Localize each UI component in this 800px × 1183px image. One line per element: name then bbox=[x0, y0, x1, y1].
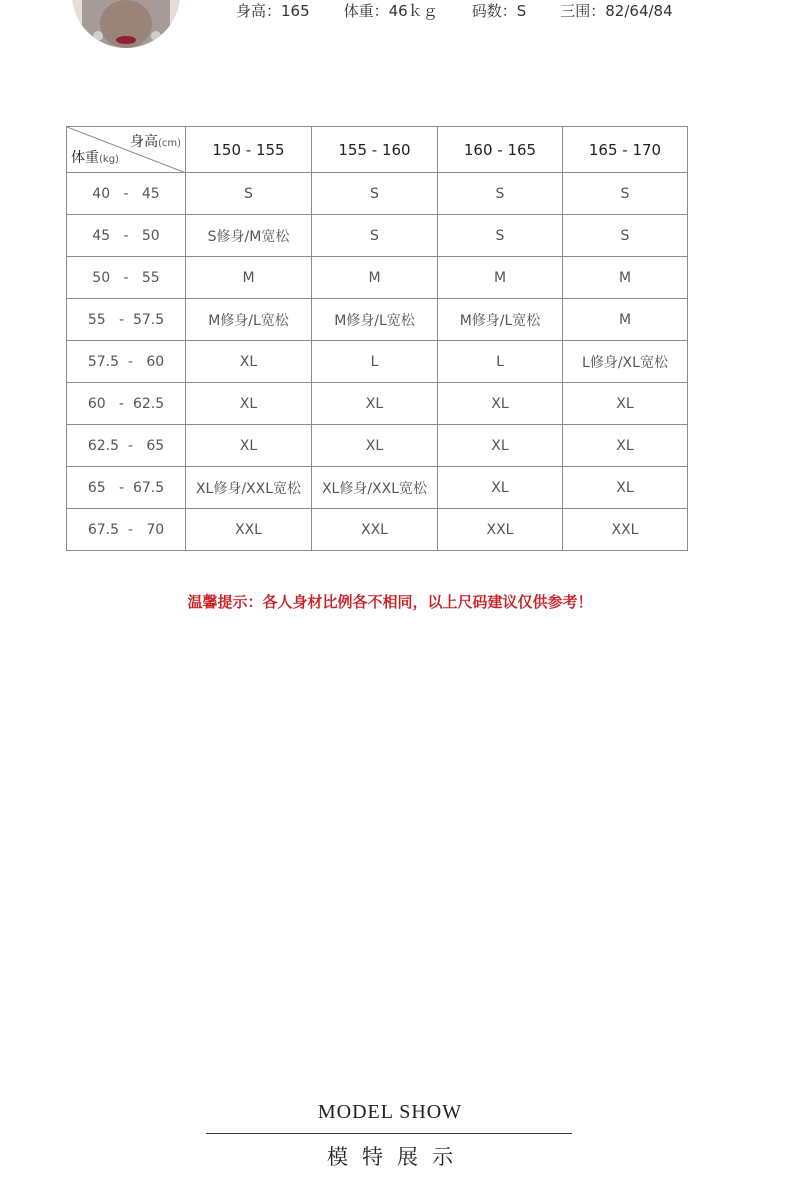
weight-range-cell: 65 - 67.5 bbox=[67, 467, 186, 509]
size-cell: XL bbox=[186, 425, 312, 467]
table-row bbox=[67, 425, 688, 467]
size-cell: XXL bbox=[563, 509, 688, 551]
size-cell: L修身/XL宽松 bbox=[563, 341, 688, 383]
weight-range-cell: 45 - 50 bbox=[67, 215, 186, 257]
weight-range-cell: 40 - 45 bbox=[67, 173, 186, 215]
size-table-header-row bbox=[67, 127, 688, 173]
model-show-title: MODEL SHOW bbox=[317, 1101, 463, 1123]
size-cell: S bbox=[563, 215, 688, 257]
size-cell: XL bbox=[186, 383, 312, 425]
table-row bbox=[67, 467, 688, 509]
size-cell: S bbox=[438, 215, 563, 257]
model-show-subtitle: 模特展示 bbox=[327, 1145, 467, 1169]
corner-height-label: 身高(cm) bbox=[129, 134, 181, 150]
size-cell: XXL bbox=[312, 509, 438, 551]
size-cell: S bbox=[186, 173, 312, 215]
size-cell: M bbox=[186, 257, 312, 299]
column-header: 165 - 170 bbox=[563, 127, 688, 173]
model-height: 身高：165 bbox=[236, 2, 310, 20]
size-cell: S bbox=[563, 173, 688, 215]
size-advice-tip: 温馨提示：各人身材比例各不相同，以上尺码建议仅供参考！ bbox=[187, 593, 593, 611]
size-cell: M bbox=[438, 257, 563, 299]
size-cell: XXL bbox=[438, 509, 563, 551]
size-cell: XL bbox=[186, 341, 312, 383]
weight-range-cell: 50 - 55 bbox=[67, 257, 186, 299]
weight-range-cell: 67.5 - 70 bbox=[67, 509, 186, 551]
table-row bbox=[67, 173, 688, 215]
size-cell: M bbox=[563, 257, 688, 299]
title-divider bbox=[206, 1133, 572, 1134]
model-weight: 体重：46ｋｇ bbox=[343, 2, 438, 20]
column-header: 160 - 165 bbox=[438, 127, 563, 173]
size-cell: XL bbox=[563, 425, 688, 467]
size-cell: S bbox=[438, 173, 563, 215]
size-cell: M修身/L宽松 bbox=[312, 299, 438, 341]
column-header: 155 - 160 bbox=[312, 127, 438, 173]
size-cell: XL bbox=[312, 383, 438, 425]
size-cell: XL bbox=[438, 467, 563, 509]
size-cell: M bbox=[312, 257, 438, 299]
weight-range-cell: 62.5 - 65 bbox=[67, 425, 186, 467]
size-cell: S bbox=[312, 215, 438, 257]
size-cell: XL bbox=[563, 467, 688, 509]
size-cell: XL bbox=[312, 425, 438, 467]
size-cell: L bbox=[312, 341, 438, 383]
size-cell: L bbox=[438, 341, 563, 383]
model-size: 码数：S bbox=[471, 2, 527, 20]
weight-range-cell: 55 - 57.5 bbox=[67, 299, 186, 341]
size-cell: S bbox=[312, 173, 438, 215]
size-cell: XL bbox=[438, 383, 563, 425]
corner-weight-label: 体重(kg) bbox=[71, 150, 119, 166]
table-row bbox=[67, 257, 688, 299]
size-cell: M修身/L宽松 bbox=[438, 299, 563, 341]
size-cell: XL修身/XXL宽松 bbox=[186, 467, 312, 509]
size-cell: XL bbox=[438, 425, 563, 467]
weight-range-cell: 60 - 62.5 bbox=[67, 383, 186, 425]
model-avatar bbox=[72, 0, 180, 48]
table-row bbox=[67, 299, 688, 341]
size-chart-table bbox=[66, 126, 688, 551]
table-row bbox=[67, 509, 688, 551]
table-row bbox=[67, 215, 688, 257]
size-cell: XL bbox=[563, 383, 688, 425]
model-info-header bbox=[0, 0, 800, 50]
column-header: 150 - 155 bbox=[186, 127, 312, 173]
table-row bbox=[67, 383, 688, 425]
size-cell: XL修身/XXL宽松 bbox=[312, 467, 438, 509]
size-cell: M修身/L宽松 bbox=[186, 299, 312, 341]
size-cell: XXL bbox=[186, 509, 312, 551]
size-cell: S修身/M宽松 bbox=[186, 215, 312, 257]
weight-range-cell: 57.5 - 60 bbox=[67, 341, 186, 383]
model-measurements: 三围：82/64/84 bbox=[560, 2, 673, 20]
table-corner-cell bbox=[67, 127, 186, 173]
model-stats bbox=[236, 0, 673, 22]
size-cell: M bbox=[563, 299, 688, 341]
table-row bbox=[67, 341, 688, 383]
